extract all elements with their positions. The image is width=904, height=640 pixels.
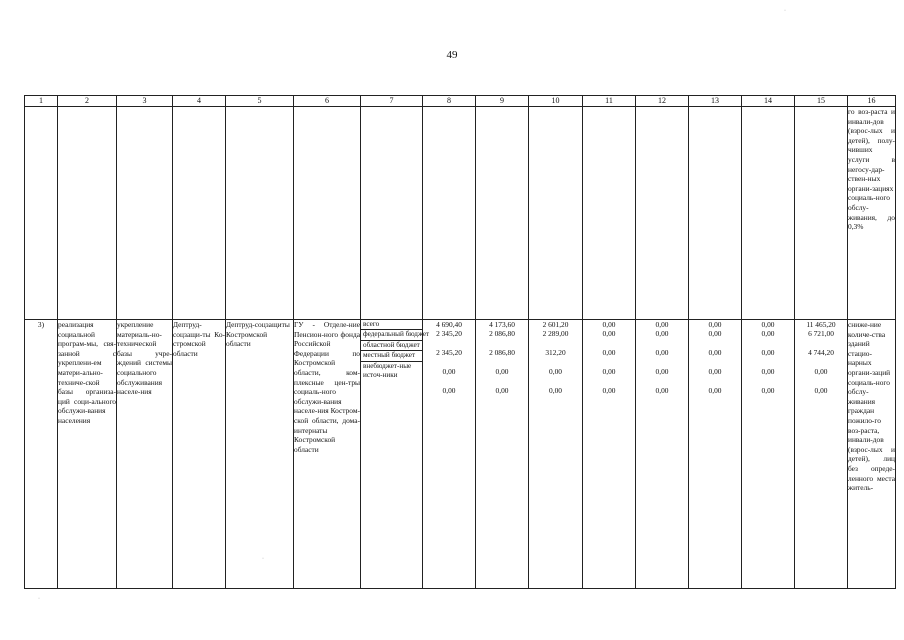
value-cell: 4 173,60 xyxy=(489,320,515,329)
value-cell: 312,20 xyxy=(545,348,566,358)
value-column xyxy=(742,320,795,589)
scan-speck: · xyxy=(38,596,40,602)
value-column xyxy=(795,320,848,589)
header-cell: 2 xyxy=(58,96,117,107)
table-cell xyxy=(689,107,742,320)
table-cell xyxy=(25,107,58,320)
source-federal: федеральный бюджет xyxy=(361,330,422,340)
value-cell: 0,00 xyxy=(442,385,456,395)
value-cell: 4 744,20 xyxy=(808,348,834,358)
header-cell: 6 xyxy=(294,96,361,107)
value-cell: 0,00 xyxy=(655,366,669,376)
value-cell: 0,00 xyxy=(708,329,722,339)
table-cell xyxy=(117,107,173,320)
value-cell: 0,00 xyxy=(761,348,775,358)
value-cell: 0,00 xyxy=(602,348,616,358)
executor-cell: Дептруд-соцзащиты Костромской области xyxy=(226,320,294,589)
value-column xyxy=(583,320,636,589)
header-row xyxy=(25,96,896,107)
direction-cell: укрепление материаль-но-технической базы учре-ждений системы социального обслуживания населе-ния xyxy=(117,320,173,589)
responsible-cell: Дептруд-соцзащи-ты Ко-стромской области xyxy=(173,320,226,589)
event-name-cell: реализация социальной програм-мы, свя-занной с укреплени-ем матери-ально-техниче-ской базы организа-ций соци-ального обслужи-вания населения xyxy=(58,320,117,589)
value-cell: 0,00 xyxy=(495,385,509,395)
value-cell: 0,00 xyxy=(761,366,775,376)
value-cell: 0,00 xyxy=(549,366,562,376)
header-cell: 13 xyxy=(689,96,742,107)
header-cell: 9 xyxy=(476,96,529,107)
value-cell: 0,00 xyxy=(655,329,669,339)
header-cell: 15 xyxy=(795,96,848,107)
value-cell: 0,00 xyxy=(602,385,616,395)
value-cell: 2 289,00 xyxy=(542,329,569,339)
header-cell: 7 xyxy=(361,96,423,107)
value-cell: 0,00 xyxy=(708,366,722,376)
value-column xyxy=(636,320,689,589)
header-cell: 14 xyxy=(742,96,795,107)
source-local: местный бюджет xyxy=(361,351,422,361)
table-row-continued xyxy=(25,107,896,320)
scan-speck: · xyxy=(784,8,786,14)
header-cell: 16 xyxy=(848,96,896,107)
table-cell xyxy=(795,107,848,320)
value-cell: 0,00 xyxy=(708,348,722,358)
value-column xyxy=(529,320,583,589)
value-cell: 0,00 xyxy=(814,385,828,395)
value-cell: 0,00 xyxy=(602,366,616,376)
value-cell: 0,00 xyxy=(761,320,775,329)
value-cell: 0,00 xyxy=(655,320,669,329)
table-cell xyxy=(423,107,476,320)
table-cell xyxy=(173,107,226,320)
page-number: 49 xyxy=(446,49,458,61)
value-cell: 6 721,00 xyxy=(808,329,834,339)
table-cell xyxy=(226,107,294,320)
table-cell xyxy=(294,107,361,320)
table-cell xyxy=(636,107,689,320)
header-cell: 12 xyxy=(636,96,689,107)
table-cell xyxy=(529,107,583,320)
indicator-cell: сниже-ние количе-ства зданий стацио-нарных органи-заций социаль-ного обслу-живания граждан пожило-го воз-раста, инвали-дов (взрос-лых и детей), лиц без опреде-ленного места житель- xyxy=(848,320,896,589)
value-cell: 0,00 xyxy=(602,329,616,339)
table-cell xyxy=(58,107,117,320)
header-cell: 10 xyxy=(529,96,583,107)
value-cell: 0,00 xyxy=(814,366,828,376)
value-cell: 2 086,80 xyxy=(489,348,515,358)
value-cell: 0,00 xyxy=(549,385,562,395)
value-cell: 0,00 xyxy=(708,320,722,329)
value-cell: 2 086,80 xyxy=(489,329,515,339)
value-cell: 0,00 xyxy=(442,366,456,376)
participants-cell: ГУ - Отделе-ние Пенсион-ного фонда Российской Федерации по Костромской области, ком-плексные цен-тры социаль-ного обслужи-вания населе-ния Костром-ской области, дома-интернаты Костромской области xyxy=(294,320,361,589)
value-cell: 0,00 xyxy=(708,385,722,395)
header-cell: 4 xyxy=(173,96,226,107)
budget-table xyxy=(24,95,896,589)
table-cell xyxy=(476,107,529,320)
table-cell xyxy=(583,107,636,320)
value-column xyxy=(689,320,742,589)
header-cell: 3 xyxy=(117,96,173,107)
header-cell: 1 xyxy=(25,96,58,107)
header-cell: 11 xyxy=(583,96,636,107)
value-cell: 2 345,20 xyxy=(436,348,462,358)
source-extrabudget: внебюджет-ные источ-ники xyxy=(363,361,412,380)
value-cell: 2 601,20 xyxy=(542,320,569,329)
table-cell xyxy=(742,107,795,320)
value-column xyxy=(423,320,476,589)
value-cell: 0,00 xyxy=(495,366,509,376)
value-cell: 11 465,20 xyxy=(806,320,836,329)
sources-cell xyxy=(361,320,430,589)
header-cell: 5 xyxy=(226,96,294,107)
table-row-3 xyxy=(25,320,896,589)
value-cell: 0,00 xyxy=(655,348,669,358)
value-cell: 4 690,40 xyxy=(436,320,462,329)
value-cell: 0,00 xyxy=(602,320,616,329)
value-column xyxy=(476,320,529,589)
row-number: 3) xyxy=(25,320,58,589)
value-cell: 0,00 xyxy=(655,385,669,395)
scan-speck: · xyxy=(262,556,264,562)
header-cell: 8 xyxy=(423,96,476,107)
value-cell: 0,00 xyxy=(761,385,775,395)
indicator-cell: го воз-раста и инвали-дов (взрос-лых и детей), полу-чивших услуги в негосу-дар-ствен-ных органи-зациях социаль-ного обслу-живания, до 0,3% xyxy=(848,107,896,320)
source-total: всего xyxy=(361,320,422,330)
table-cell xyxy=(361,107,423,320)
value-cell: 2 345,20 xyxy=(436,329,462,339)
value-cell: 0,00 xyxy=(761,329,775,339)
source-regional: областной бюджет xyxy=(361,341,422,351)
